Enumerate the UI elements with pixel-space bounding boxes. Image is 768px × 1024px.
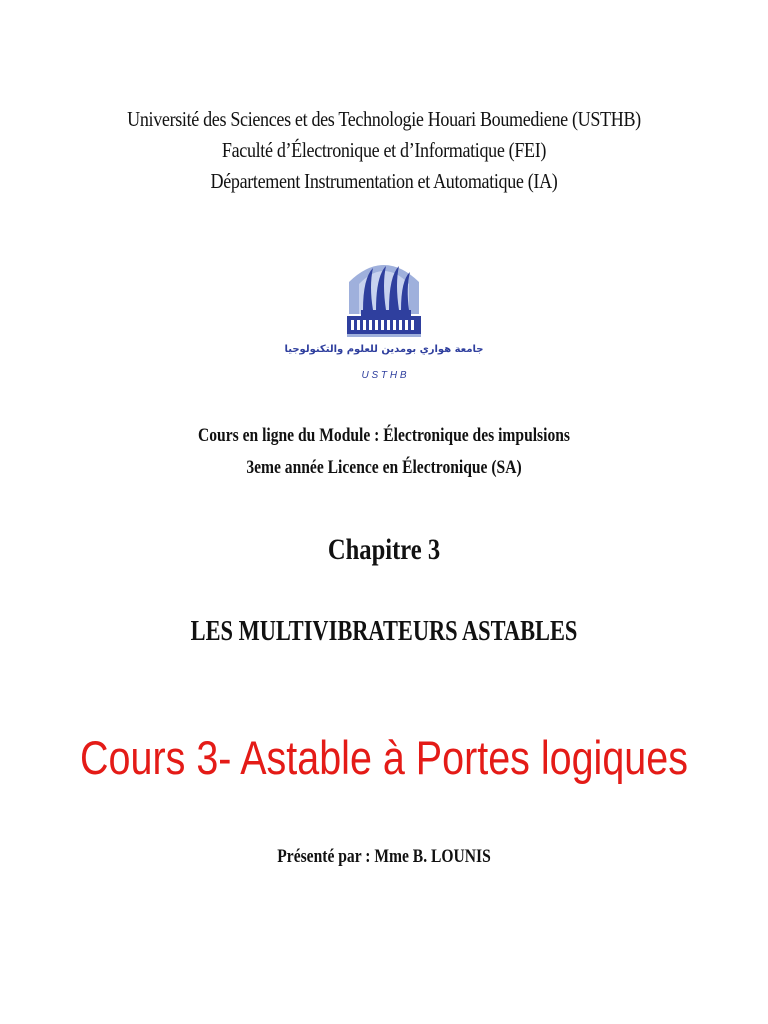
level-line: 3eme année Licence en Électronique (SA) [246,457,522,478]
chapter-number: Chapitre 3 [327,533,441,566]
chapter-subject: LES MULTIVIBRATEURS ASTABLES [190,616,578,647]
usthb-logo-icon [284,248,484,384]
faculty-name: Faculté d’Électronique et d’Informatique (FEI) [221,138,547,162]
university-name: Université des Sciences et des Technologie Houari Boumediene (USTHB) [127,107,641,131]
module-line: Cours en ligne du Module : Électronique des impulsions [198,425,570,446]
logo-acronym: U S T H B [361,370,407,381]
institution-header [0,104,768,197]
lesson-title: Cours 3- Astable à Portes logiques [80,731,688,784]
course-info [0,420,768,484]
logo-arabic-text: جامعة هواري بومدين للعلوم والتكنولوجيا [284,344,484,355]
presenter-line: Présenté par : Mme B. LOUNIS [277,846,491,867]
department-name: Département Instrumentation et Automatique (IA) [210,169,558,193]
